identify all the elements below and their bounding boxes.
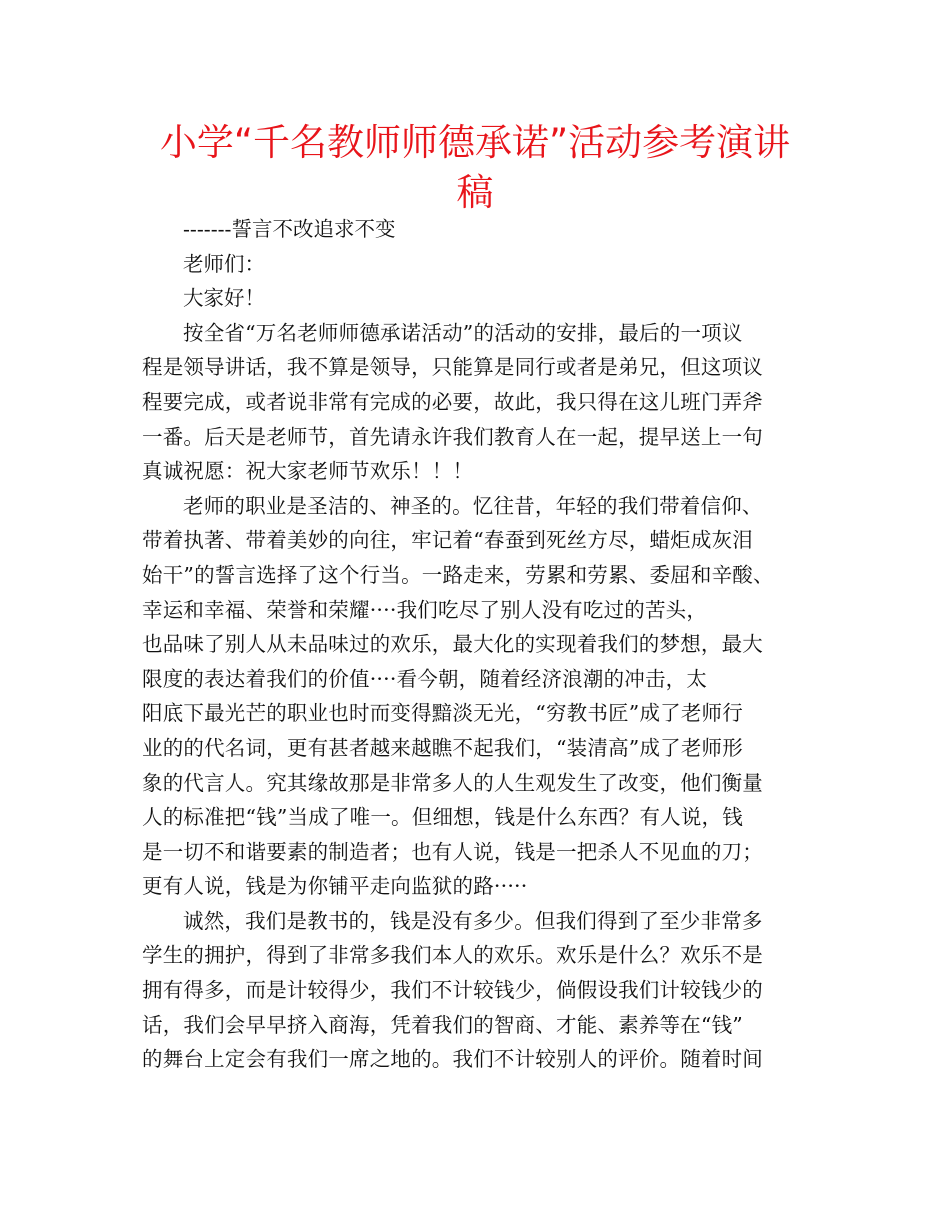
title-line-2: 稿 xyxy=(456,171,494,214)
paragraph-line: 一番。后天是老师节，首先请永许我们教育人在一起，提早送上一句 xyxy=(142,424,763,449)
paragraph-line: 真诚祝愿：祝大家老师节欢乐！！！ xyxy=(142,459,474,484)
paragraph-line: 人的标准把“钱”当成了唯一。但细想，钱是什么东西？有人说，钱 xyxy=(142,805,743,830)
subtitle: -------誓言不改追求不变 xyxy=(183,217,396,241)
paragraph-line: 拥有得多，而是计较得少，我们不计较钱少，倘假设我们计较钱少的 xyxy=(142,978,763,1003)
paragraph-line: 业的的代名词，更有甚者越来越瞧不起我们，“装清高”成了老师形 xyxy=(142,735,743,760)
paragraph-2 xyxy=(142,489,832,904)
paragraph-line: 是一切不和谐要素的制造者；也有人说，钱是一把杀人不见血的刀； xyxy=(142,839,763,864)
title-line-1: 小学“千名教师师德承诺”活动参考演讲 xyxy=(159,121,791,164)
paragraph-line: 阳底下最光芒的职业也时而变得黯淡无光，“穷教书匠”成了老师行 xyxy=(142,701,743,726)
greeting: 老师们： xyxy=(183,251,265,276)
paragraph-line: 幸运和幸福、荣誉和荣耀····我们吃尽了别人没有吃过的苦头， xyxy=(142,597,708,622)
paragraph-line: 按全省“万名老师师德承诺活动”的活动的安排，最后的一项议 xyxy=(183,320,743,345)
paragraph-line: 带着执著、带着美妙的向往，牢记着“春蚕到死丝方尽，蜡炬成灰泪 xyxy=(142,528,753,553)
paragraph-line: 程要完成，或者说非常有完成的必要，故此，我只得在这儿班门弄斧 xyxy=(142,389,763,414)
paragraph-line: 老师的职业是圣洁的、神圣的。忆往昔，年轻的我们带着信仰、 xyxy=(183,493,763,518)
paragraph-line: 也品味了别人从未品味过的欢乐，最大化的实现着我们的梦想，最大 xyxy=(142,632,763,657)
paragraph-1 xyxy=(142,316,832,489)
paragraph-line: 程是领导讲话，我不算是领导，只能算是同行或者是弟兄，但这项议 xyxy=(142,355,763,380)
paragraph-line: 诚然，我们是教书的，钱是没有多少。但我们得到了至少非常多 xyxy=(183,908,763,933)
paragraph-line: 学生的拥护，得到了非常多我们本人的欢乐。欢乐是什么？欢乐不是 xyxy=(142,943,763,968)
paragraph-line: 始干”的誓言选择了这个行当。一路走来，劳累和劳累、委屈和辛酸、 xyxy=(142,562,774,587)
document-title xyxy=(120,118,830,218)
paragraph-line: 话，我们会早早挤入商海，凭着我们的智商、才能、素养等在“钱” xyxy=(142,1012,743,1037)
hello: 大家好！ xyxy=(183,286,265,311)
document-body xyxy=(142,212,832,1077)
paragraph-line: 的舞台上定会有我们一席之地的。我们不计较别人的评价。随着时间 xyxy=(142,1047,763,1072)
paragraph-line: 更有人说，钱是为你铺平走向监狱的路····· xyxy=(142,874,528,899)
paragraph-3 xyxy=(142,904,832,1077)
paragraph-line: 限度的表达着我们的价值····看今朝，随着经济浪潮的冲击，太 xyxy=(142,666,708,691)
paragraph-line: 象的代言人。究其缘故那是非常多人的人生观发生了改变，他们衡量 xyxy=(142,770,763,795)
